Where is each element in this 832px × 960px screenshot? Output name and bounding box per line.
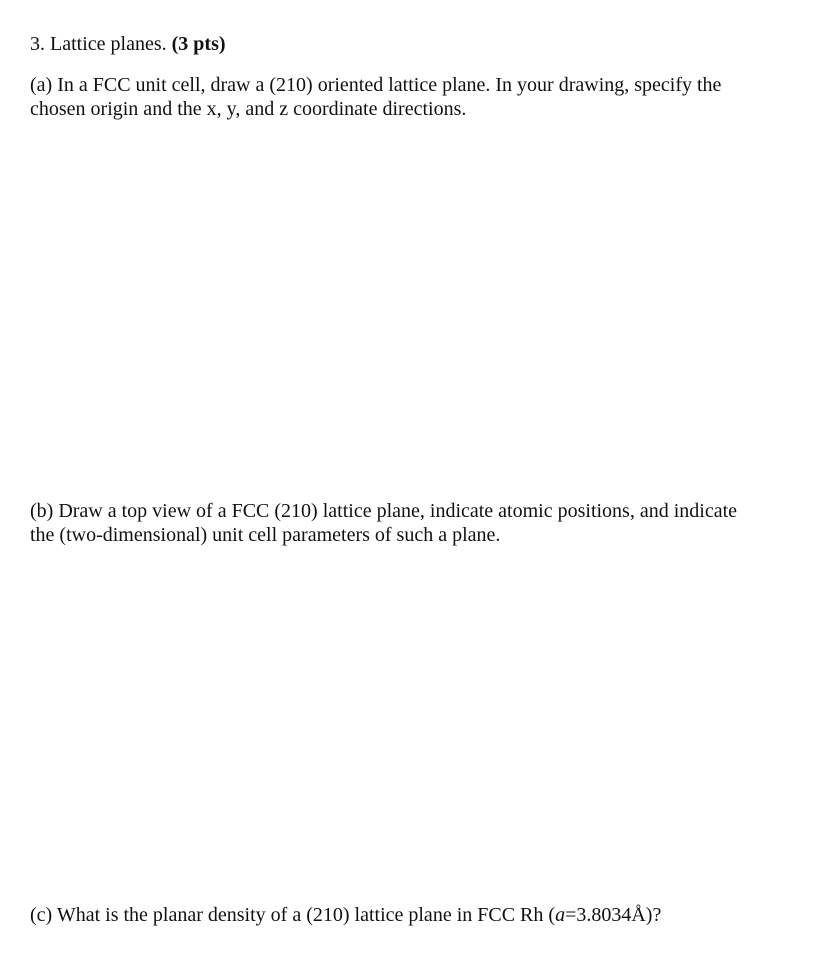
part-b-line-2: the (two-dimensional) unit cell parameters of such a plane. (30, 524, 501, 546)
part-b-line-1: (b) Draw a top view of a FCC (210) lattice plane, indicate atomic positions, and indicate (30, 500, 738, 522)
part-a-line-2: chosen origin and the x, y, and z coordinate directions. (30, 98, 467, 120)
question-number: 3. (30, 33, 45, 55)
question-heading (30, 33, 226, 55)
part-c-variable: a (555, 904, 566, 926)
part-c-prefix: (c) What is the planar density of a (210) lattice plane in FCC Rh ( (30, 904, 556, 926)
part-c-question (30, 904, 661, 926)
part-a-line-1: (a) In a FCC unit cell, draw a (210) oriented lattice plane. In your drawing, specify the (30, 74, 722, 96)
question-points: (3 pts) (171, 33, 226, 55)
question-title: Lattice planes. (50, 33, 167, 55)
part-c-value: =3.8034Å)? (565, 904, 662, 926)
